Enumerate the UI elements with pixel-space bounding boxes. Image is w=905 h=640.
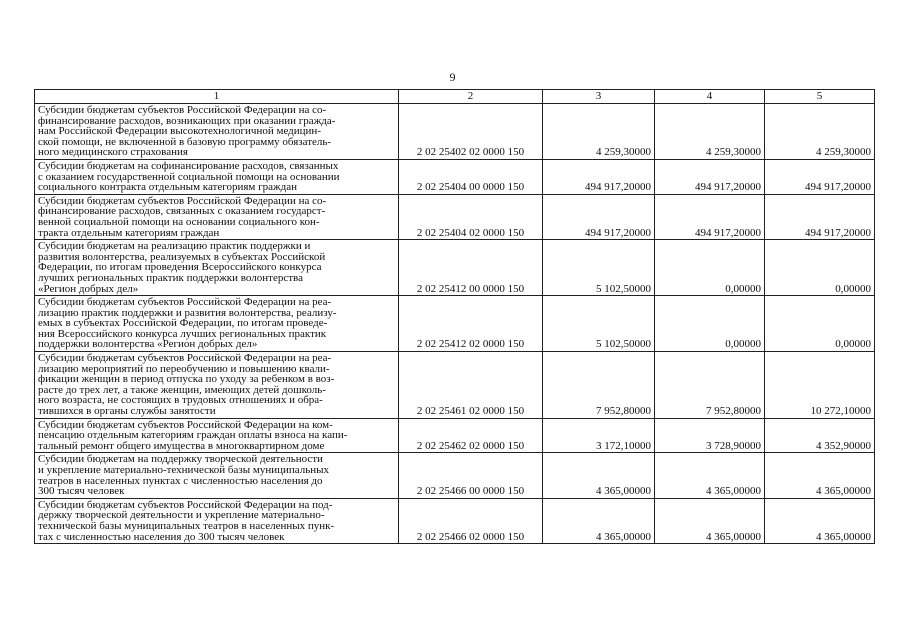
- row-value-col3: 5 102,50000: [543, 296, 655, 352]
- column-header-4: 4: [655, 90, 765, 104]
- row-value-col4: 0,00000: [655, 296, 765, 352]
- row-value-col3: 4 365,00000: [543, 498, 655, 543]
- row-description: Субсидии бюджетам на реализацию практик поддержки и развития волонтерства, реализуемых в субъектах Российской Федерации, по итогам проведения Всероссийского конкурса лучших региональных практик поддержки волонтерства «Регион добрых дел»: [35, 240, 399, 296]
- row-description: Субсидии бюджетам субъектов Российской Федерации на со- финансирование расходов, связанных с оказанием государст- венной социальной помощи на основании социального кон- тракта отдельным категориям граждан: [35, 194, 399, 239]
- row-value-col3: 3 172,10000: [543, 418, 655, 453]
- row-value-col4: 4 365,00000: [655, 498, 765, 543]
- row-value-col3: 494 917,20000: [543, 194, 655, 239]
- row-description: Субсидии бюджетам субъектов Российской Федерации на под- держку творческой деятельности и укрепление материально- технической базы муниципальных театров в населенных пунк- тах с численностью населения до 300 тысяч человек: [35, 498, 399, 543]
- row-value-col5: 494 917,20000: [765, 159, 875, 194]
- row-value-col4: 494 917,20000: [655, 159, 765, 194]
- row-value-col4: 494 917,20000: [655, 194, 765, 239]
- budget-table: [34, 89, 875, 544]
- row-value-col5: 4 365,00000: [765, 453, 875, 498]
- table-row: [35, 418, 875, 453]
- row-value-col5: 4 259,30000: [765, 104, 875, 160]
- row-description: Субсидии бюджетам субъектов Российской Федерации на реа- лизацию мероприятий по переобучению и повышению квали- фикации женщин в период отпуска по уходу за ребенком в воз- расте до трех лет, а также женщин, имеющих детей дошколь- ного возраста, не состоящих в трудовых отношениях и обра- тившихся в органы службы занятости: [35, 352, 399, 419]
- row-value-col3: 5 102,50000: [543, 240, 655, 296]
- column-header-5: 5: [765, 90, 875, 104]
- row-value-col5: 4 352,90000: [765, 418, 875, 453]
- page-number: 9: [449, 70, 456, 84]
- row-value-col4: 4 365,00000: [655, 453, 765, 498]
- row-value-col4: 4 259,30000: [655, 104, 765, 160]
- row-budget-code: 2 02 25461 02 0000 150: [399, 352, 543, 419]
- row-budget-code: 2 02 25412 00 0000 150: [399, 240, 543, 296]
- column-header-1: 1: [35, 90, 399, 104]
- row-value-col3: 4 365,00000: [543, 453, 655, 498]
- table-row: [35, 194, 875, 239]
- row-value-col4: 3 728,90000: [655, 418, 765, 453]
- table-row: [35, 240, 875, 296]
- row-value-col5: 494 917,20000: [765, 194, 875, 239]
- row-description: Субсидии бюджетам на поддержку творческой деятельности и укрепление материально-технической базы муниципальных театров в населенных пунктах с численностью населения до 300 тысяч человек: [35, 453, 399, 498]
- row-value-col3: 4 259,30000: [543, 104, 655, 160]
- row-description: Субсидии бюджетам субъектов Российской Федерации на со- финансирование расходов, возникающих при оказании гражда- нам Российской Федерации высокотехнологичной медицин- ской помощи, не включенной в базовую программу обязатель- ного медицинского страхования: [35, 104, 399, 160]
- table-row: [35, 498, 875, 543]
- row-budget-code: 2 02 25404 00 0000 150: [399, 159, 543, 194]
- row-value-col3: 7 952,80000: [543, 352, 655, 419]
- row-value-col5: 10 272,10000: [765, 352, 875, 419]
- row-description: Субсидии бюджетам субъектов Российской Федерации на реа- лизацию практик поддержки и развития волонтерства, реализу- емых в субъектах Российской Федерации, по итогам проведе- ния Всероссийского конкурса лучших региональных практик поддержки волонтерства «Регион добрых дел»: [35, 296, 399, 352]
- row-budget-code: 2 02 25412 02 0000 150: [399, 296, 543, 352]
- row-value-col5: 4 365,00000: [765, 498, 875, 543]
- row-value-col5: 0,00000: [765, 296, 875, 352]
- table-header-row: [35, 90, 875, 104]
- row-budget-code: 2 02 25466 02 0000 150: [399, 498, 543, 543]
- row-budget-code: 2 02 25402 02 0000 150: [399, 104, 543, 160]
- row-description: Субсидии бюджетам субъектов Российской Федерации на ком- пенсацию отдельным категориям граждан оплаты взноса на капи- тальный ремонт общего имущества в многоквартирном доме: [35, 418, 399, 453]
- table-row: [35, 159, 875, 194]
- table-row: [35, 453, 875, 498]
- table-row: [35, 104, 875, 160]
- row-value-col3: 494 917,20000: [543, 159, 655, 194]
- row-budget-code: 2 02 25466 00 0000 150: [399, 453, 543, 498]
- row-budget-code: 2 02 25404 02 0000 150: [399, 194, 543, 239]
- row-value-col4: 7 952,80000: [655, 352, 765, 419]
- table-row: [35, 352, 875, 419]
- row-description: Субсидии бюджетам на софинансирование расходов, связанных с оказанием государственной социальной помощи на основании социального контракта отдельным категориям граждан: [35, 159, 399, 194]
- row-budget-code: 2 02 25462 02 0000 150: [399, 418, 543, 453]
- row-value-col5: 0,00000: [765, 240, 875, 296]
- table-row: [35, 296, 875, 352]
- column-header-3: 3: [543, 90, 655, 104]
- column-header-2: 2: [399, 90, 543, 104]
- row-value-col4: 0,00000: [655, 240, 765, 296]
